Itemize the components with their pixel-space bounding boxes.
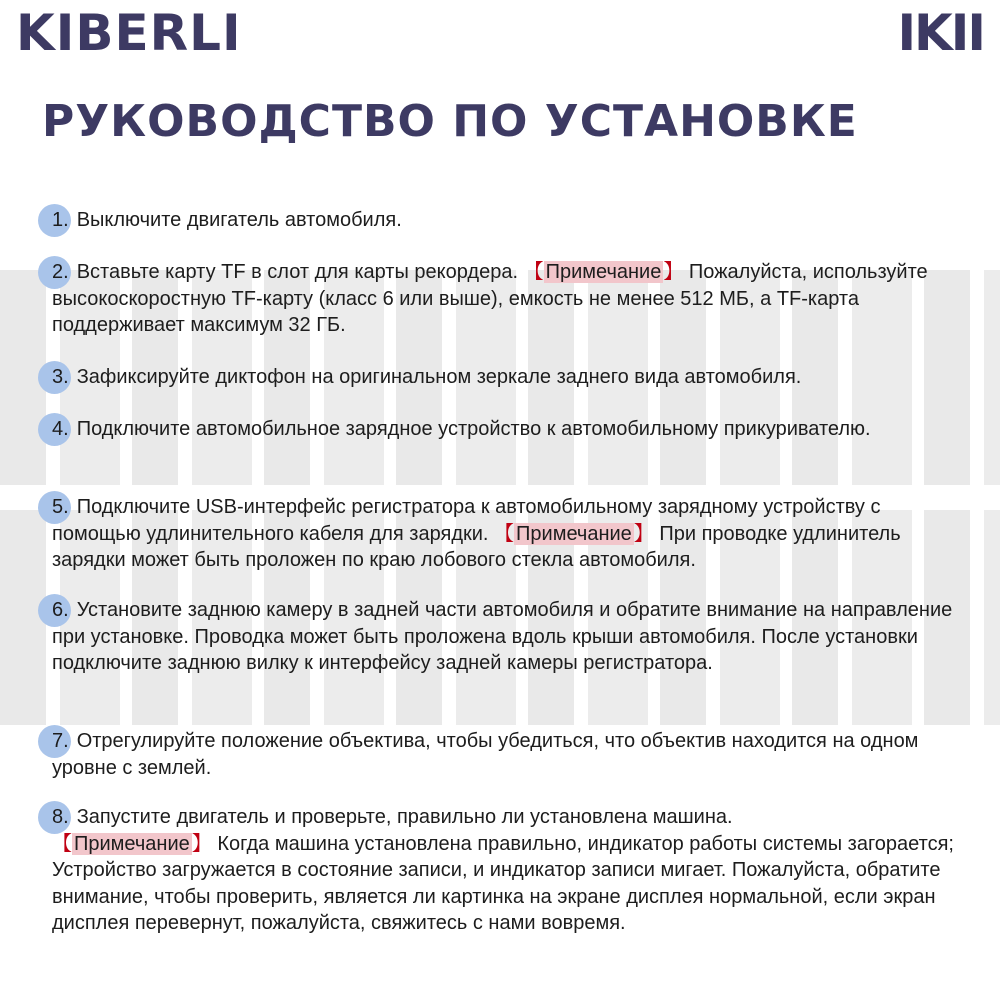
- step-text: Запустите двигатель и проверьте, правильно ли установлена машина.: [76, 806, 733, 828]
- step-number-badge: 8.: [40, 804, 71, 831]
- step-text: Вставьте карту TF в слот для карты рекордера.: [76, 261, 519, 283]
- step-text: Выключите двигатель автомобиля.: [76, 209, 402, 231]
- step-note-text: Когда машина установлена правильно, индикатор работы системы загорается; Устройство загружается в состояние записи, и индикатор записи мигает. Пожалуйста, обратите внимание, чтобы проверить, является ли картинка на экране дисплея нормальной, если экран дисплея перевернут, пожалуйста, свяжитесь с нами вовремя.: [52, 832, 954, 934]
- step-4: [52, 416, 972, 443]
- step-number-badge: 2.: [40, 259, 71, 286]
- step-text: Отрегулируйте положение объектива, чтобы убедиться, что объектив находится на одном уровне с землей.: [52, 730, 919, 779]
- step-text: Подключите автомобильное зарядное устройство к автомобильному прикуривателю.: [76, 418, 871, 440]
- note-label: 【 Примечание 】: [523, 261, 684, 283]
- step-number-badge: 6.: [40, 597, 71, 624]
- brand-logo: KIBERLI: [16, 4, 242, 62]
- step-number-badge: 7.: [40, 728, 71, 755]
- step-note-text: Пожалуйста, используйте высокоскоростную TF-карту (класс 6 или выше), емкость не менее 512 МБ, а TF-карта поддерживает максимум 32 ГБ.: [52, 261, 928, 336]
- step-1: [52, 207, 972, 234]
- step-text: Подключите USB-интерфейс регистратора к автомобильному зарядному устройству с помощью удлинительного кабеля для зарядки.: [52, 496, 881, 545]
- note-label: 【 Примечание 】: [494, 522, 654, 545]
- step-text: Зафиксируйте диктофон на оригинальном зеркале заднего вида автомобиля.: [76, 366, 802, 388]
- step-number-badge: 5.: [40, 494, 71, 521]
- step-7: [52, 728, 972, 781]
- step-text: Установите заднюю камеру в задней части автомобиля и обратите внимание на направление при установке. Проводка может быть проложена вдоль крыши автомобиля. После установки подключите заднюю вилку к интерфейсу задней камеры регистратора.: [52, 599, 953, 674]
- step-3: [52, 364, 972, 391]
- step-6: [52, 597, 972, 677]
- step-number-badge: 3.: [40, 364, 71, 391]
- step-2: [52, 259, 972, 339]
- step-number-badge: 1.: [40, 207, 71, 234]
- step-note-text: При проводке удлинитель зарядки может быть проложен по краю лобового стекла автомобиля.: [52, 522, 901, 571]
- step-number-badge: 4.: [40, 416, 71, 443]
- step-5: [52, 494, 972, 574]
- page-title: РУКОВОДСТВО ПО УСТАНОВКЕ: [42, 96, 858, 147]
- step-8: [52, 804, 972, 937]
- note-label: 【 Примечание 】: [52, 832, 212, 855]
- logo-mark-icon: IKII: [897, 4, 984, 62]
